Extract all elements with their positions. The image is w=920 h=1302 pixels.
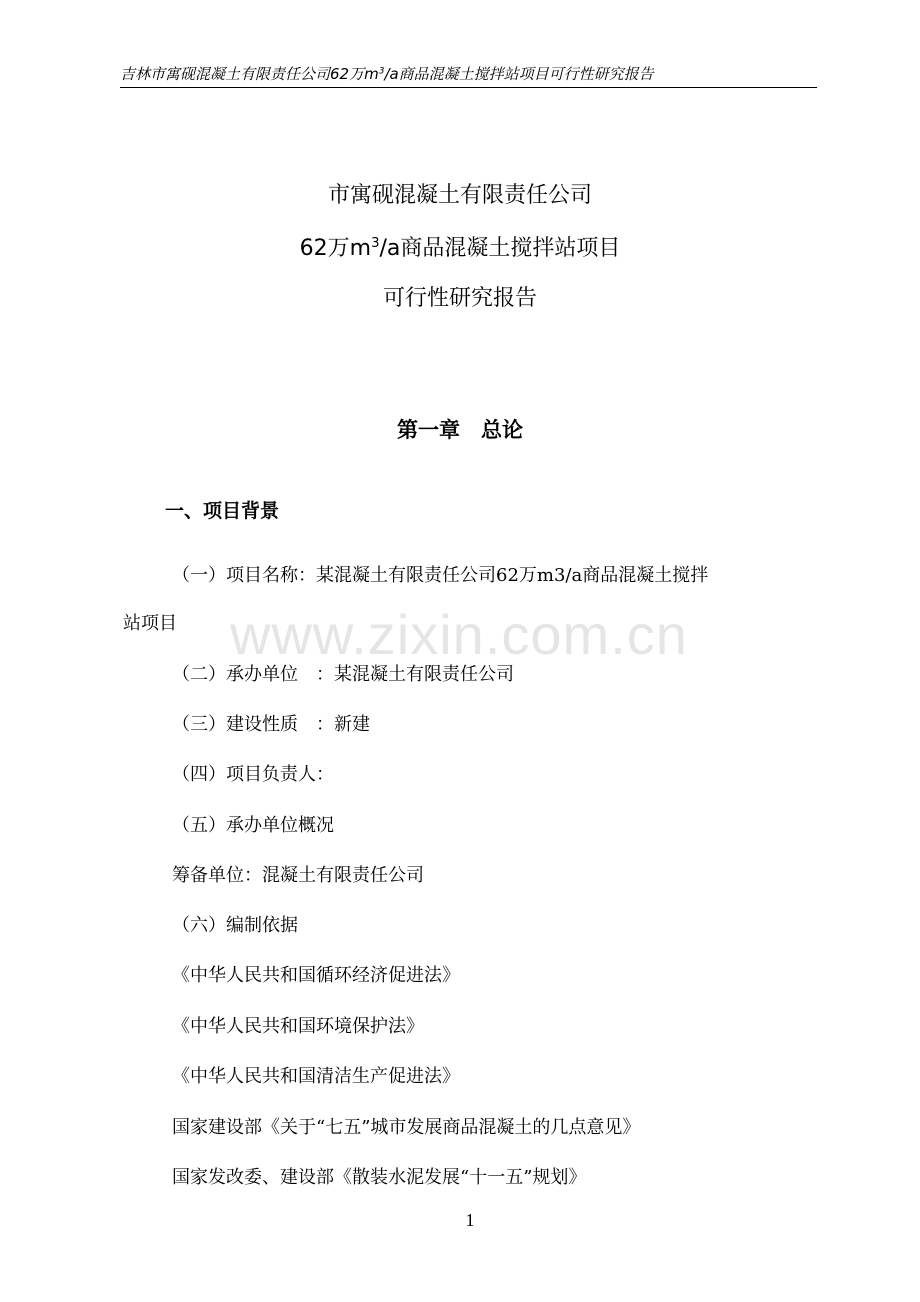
project-name-line-2: 站项目 — [123, 613, 177, 634]
nature-line: （三）建设性质 ：新建 — [172, 714, 370, 735]
doc-construction-ministry: 国家建设部《关于“七五”城市发展商品混凝土的几点意见》 — [172, 1117, 641, 1138]
doc-bulk-cement-plan: 国家发改委、建设部《散装水泥发展“十一五”规划》 — [172, 1167, 587, 1188]
title-project-superscript: 3 — [371, 236, 380, 252]
title-company: 市寓砚混凝土有限责任公司 — [327, 183, 592, 208]
title-project — [0, 234, 920, 264]
chapter-heading: 第一章 总论 — [397, 418, 523, 442]
basis-line: （六）编制依据 — [172, 915, 298, 936]
preparatory-unit-line: 筹备单位：混凝土有限责任公司 — [172, 865, 424, 886]
title-report: 可行性研究报告 — [382, 286, 537, 311]
section-heading: 一、项目背景 — [165, 500, 280, 522]
law-circular-economy: 《中华人民共和国循环经济促进法》 — [172, 965, 460, 986]
project-name-line-1: （一）项目名称：某混凝土有限责任公司62万m3/a商品混凝土搅拌 — [172, 565, 709, 586]
page-number: 1 — [465, 1210, 475, 1230]
running-header-superscript: 3 — [378, 66, 385, 77]
running-header-title-post: /a商品混凝土搅拌站项目可行性研究报告 — [384, 65, 654, 83]
header-divider — [120, 87, 817, 88]
law-cleaner-production: 《中华人民共和国清洁生产促进法》 — [172, 1066, 460, 1087]
overview-line: （五）承办单位概况 — [172, 815, 334, 836]
watermark: www.zixin.com.cn — [230, 603, 688, 666]
law-environmental-protection: 《中华人民共和国环境保护法》 — [172, 1016, 424, 1037]
title-project-post: /a商品混凝土搅拌站项目 — [379, 236, 621, 261]
person-in-charge-line: （四）项目负责人： — [172, 764, 334, 785]
running-header — [120, 62, 817, 86]
undertaker-line: （二）承办单位 ：某混凝土有限责任公司 — [172, 664, 514, 685]
title-project-pre: 62万m — [299, 236, 372, 261]
running-header-title-pre: 吉林市寓砚混凝土有限责任公司62万m — [120, 65, 379, 83]
